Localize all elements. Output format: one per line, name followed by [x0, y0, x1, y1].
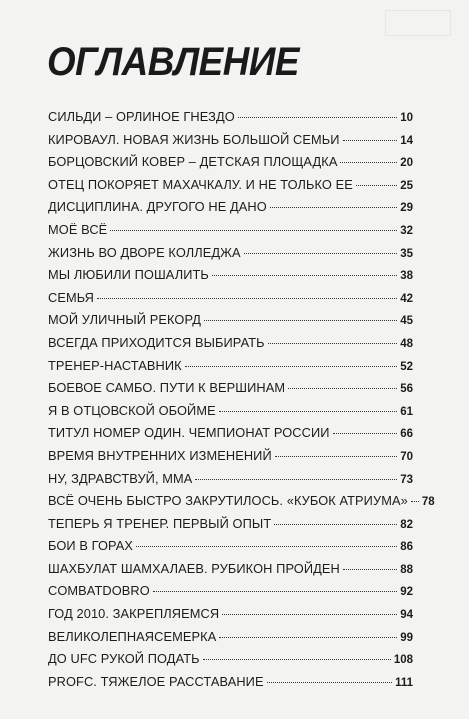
toc-entry-title: ТЕПЕРЬ Я ТРЕНЕР. ПЕРВЫЙ ОПЫТ: [48, 515, 272, 531]
toc-entry: [48, 154, 413, 177]
toc-entry-page-number: 35: [400, 247, 413, 260]
toc-entry-page-number: 42: [400, 292, 413, 305]
dot-leader: [110, 230, 397, 231]
toc-entry-page-number: 88: [400, 563, 413, 576]
toc-entry-title: ТРЕНЕР-НАСТАВНИК: [48, 357, 182, 373]
toc-entry-page-number: 32: [400, 224, 413, 237]
toc-entry: [48, 358, 413, 381]
toc-entry-page-number: 61: [400, 405, 413, 418]
toc-entry: [48, 312, 413, 335]
dot-leader: [244, 253, 398, 254]
dot-leader: [288, 388, 397, 389]
toc-entry: [48, 583, 413, 606]
dot-leader: [203, 659, 391, 660]
dot-leader: [153, 591, 397, 592]
toc-entry-page-number: 73: [400, 473, 413, 486]
dot-leader: [340, 162, 397, 163]
toc-entry-page-number: 70: [400, 450, 413, 463]
toc-entry-title: МЫ ЛЮБИЛИ ПОШАЛИТЬ: [48, 267, 209, 283]
toc-entry-page-number: 56: [400, 383, 413, 396]
toc-entry-title: МОЙ УЛИЧНЫЙ РЕКОРД: [48, 312, 202, 328]
toc-entry: [48, 448, 413, 471]
toc-entry-page-number: 48: [400, 337, 413, 350]
toc-entry-page-number: 25: [400, 179, 413, 192]
toc-entry-title: НУ, ЗДРАВСТВУЙ, ММА: [48, 470, 193, 486]
toc-entry-title: МОЁ ВСЁ: [48, 221, 108, 237]
toc-entry: [48, 629, 413, 652]
toc-entry-page-number: 14: [400, 134, 413, 147]
toc-entry-title: СЕМЬЯ: [48, 289, 95, 305]
toc-entry-title: ВСЁ ОЧЕНЬ БЫСТРО ЗАКРУТИЛОСЬ. «КУБОК АТРИУМА»: [48, 493, 408, 509]
toc-entry-page-number: 108: [393, 654, 413, 667]
dot-leader: [333, 433, 398, 434]
toc-entry: [48, 561, 413, 584]
dot-leader: [212, 275, 397, 276]
dot-leader: [356, 185, 397, 186]
toc-entry-page-number: 99: [400, 631, 413, 644]
dot-leader: [222, 614, 397, 615]
toc-entry-page-number: 45: [400, 315, 413, 328]
dot-leader: [97, 298, 397, 299]
toc-entry: [48, 674, 413, 697]
toc-entry-title: ГОД 2010. ЗАКРЕПЛЯЕМСЯ: [48, 606, 220, 622]
dot-leader: [219, 411, 397, 412]
dot-leader: [238, 117, 397, 118]
toc-entry-page-number: 10: [400, 112, 413, 124]
toc-entry-title: ДИСЦИПЛИНА. ДРУГОГО НЕ ДАНО: [48, 199, 267, 215]
toc-entry-page-number: 66: [400, 428, 413, 441]
dot-leader: [343, 140, 398, 141]
dot-leader: [185, 366, 397, 367]
toc-entry: [48, 516, 413, 539]
toc-entry-title: ВРЕМЯ ВНУТРЕННИХ ИЗМЕНЕНИЙ: [48, 447, 272, 463]
toc-entry-title: Я В ОТЦОВСКОЙ ОБОЙМЕ: [48, 402, 216, 418]
toc-entry-title: БОРЦОВСКИЙ КОВЕР – ДЕТСКАЯ ПЛОЩАДКА: [48, 154, 338, 170]
toc-entry-page-number: 20: [400, 157, 413, 170]
toc-entry: [48, 493, 435, 516]
toc-entry-title: ШАХБУЛАТ ШАМХАЛАЕВ. РУБИКОН ПРОЙДЕН: [48, 560, 340, 576]
toc-entry-page-number: 52: [400, 360, 413, 373]
toc-entry-page-number: 94: [400, 609, 413, 622]
dot-leader: [268, 343, 398, 344]
dot-leader: [275, 456, 397, 457]
toc-entry-title: ДО UFC РУКОЙ ПОДАТЬ: [48, 651, 200, 667]
toc-entry-title: СИЛЬДИ – ОРЛИНОЕ ГНЕЗДО: [48, 109, 235, 124]
toc-entry-title: COMBATDOBRO: [48, 583, 150, 599]
toc-entry: [48, 177, 413, 200]
table-of-contents: [48, 109, 435, 696]
dot-leader: [267, 682, 392, 683]
toc-entry: [48, 335, 413, 358]
toc-entry-title: БОИ В ГОРАХ: [48, 538, 134, 554]
dot-leader: [343, 569, 397, 570]
toc-entry-title: ТИТУЛ НОМЕР ОДИН. ЧЕМПИОНАТ РОССИИ: [48, 425, 330, 441]
toc-entry-title: ВЕЛИКОЛЕПНАЯСЕМЕРКА: [48, 628, 217, 644]
toc-entry-title: PROFC. ТЯЖЕЛОЕ РАССТАВАНИЕ: [48, 673, 264, 689]
dot-leader: [411, 501, 419, 502]
dot-leader: [195, 479, 397, 480]
toc-entry-title: КИРОВАУЛ. НОВАЯ ЖИЗНЬ БОЛЬШОЙ СЕМЬИ: [48, 131, 340, 147]
toc-entry: [48, 538, 413, 561]
toc-entry: [48, 109, 413, 132]
toc-entry-title: ОТЕЦ ПОКОРЯЕТ МАХАЧКАЛУ. И НЕ ТОЛЬКО ЕЕ: [48, 176, 353, 192]
toc-entry: [48, 245, 413, 268]
dot-leader: [204, 320, 397, 321]
toc-entry: [48, 425, 413, 448]
dot-leader: [136, 546, 397, 547]
page-title: ОГЛАВЛЕНИЕ: [47, 40, 299, 84]
toc-entry-page-number: 82: [400, 518, 413, 531]
dot-leader: [219, 637, 397, 638]
toc-entry-page-number: 78: [421, 496, 435, 509]
toc-entry: [48, 132, 413, 155]
toc-entry-title: ВСЕГДА ПРИХОДИТСЯ ВЫБИРАТЬ: [48, 334, 265, 350]
toc-entry-title: ЖИЗНЬ ВО ДВОРЕ КОЛЛЕДЖА: [48, 244, 241, 260]
toc-entry: [48, 606, 413, 629]
dot-leader: [270, 207, 397, 208]
toc-entry-page-number: 92: [400, 586, 413, 599]
toc-entry: [48, 651, 413, 674]
bleed-through-mark: [385, 10, 451, 36]
dot-leader: [274, 524, 397, 525]
toc-entry: [48, 267, 413, 290]
toc-entry-title: БОЕВОЕ САМБО. ПУТИ К ВЕРШИНАМ: [48, 380, 286, 396]
toc-entry: [48, 471, 413, 494]
toc-entry: [48, 380, 413, 403]
toc-entry-page-number: 29: [400, 202, 413, 215]
toc-entry: [48, 403, 413, 426]
toc-entry: [48, 290, 413, 313]
toc-entry: [48, 199, 413, 222]
toc-entry-page-number: 111: [395, 676, 413, 689]
toc-entry: [48, 222, 413, 245]
toc-entry-page-number: 38: [400, 270, 413, 283]
toc-entry-page-number: 86: [400, 541, 413, 554]
